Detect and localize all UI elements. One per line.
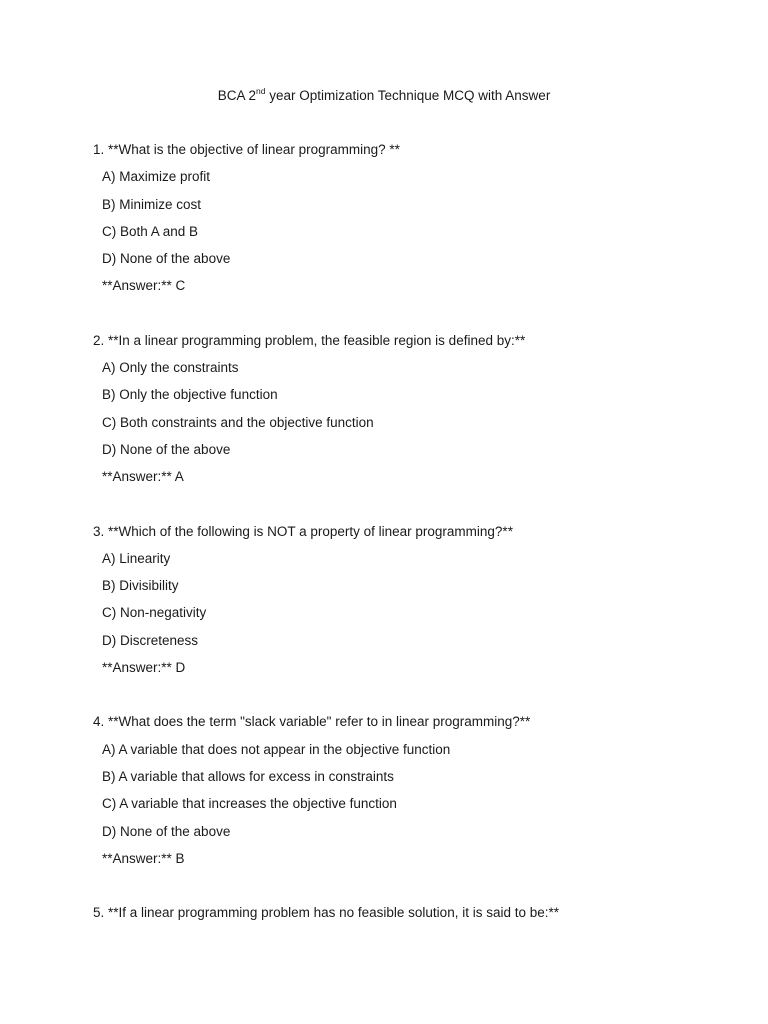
option-c: C) A variable that increases the objective function [102, 796, 397, 812]
question-text: 5. **If a linear programming problem has no feasible solution, it is said to be:** [93, 905, 560, 921]
answer-line: **Answer:** C [102, 278, 186, 294]
document-title [0, 86, 768, 106]
option-b: B) A variable that allows for excess in constraints [102, 768, 394, 784]
option-b: B) Minimize cost [102, 196, 202, 212]
option-a: A) Maximize profit [102, 169, 211, 185]
question-4 [93, 712, 733, 876]
option-d: D) None of the above [102, 251, 231, 267]
option-a: A) A variable that does not appear in the objective function [102, 741, 451, 757]
question-1 [93, 140, 733, 304]
answer-line: **Answer:** D [102, 660, 186, 676]
option-b: B) Only the objective function [102, 387, 278, 403]
title-prefix: BCA 2 [217, 88, 256, 103]
option-a: A) Linearity [102, 550, 171, 566]
option-d: D) None of the above [102, 441, 231, 457]
option-d: D) Discreteness [102, 632, 199, 648]
title-superscript: nd [255, 86, 266, 96]
question-2 [93, 331, 733, 495]
question-list [93, 140, 733, 957]
option-a: A) Only the constraints [102, 360, 239, 376]
question-text: 2. **In a linear programming problem, the feasible region is defined by:** [93, 332, 526, 348]
question-text: 3. **Which of the following is NOT a property of linear programming?** [93, 523, 513, 539]
question-text: 1. **What is the objective of linear programming? ** [93, 142, 400, 157]
question-5 [93, 903, 733, 930]
option-c: C) Non-negativity [102, 605, 207, 621]
title-suffix: year Optimization Technique MCQ with Answer [265, 88, 551, 103]
option-d: D) None of the above [102, 823, 231, 839]
answer-line: **Answer:** A [102, 469, 184, 485]
option-c: C) Both constraints and the objective function [102, 414, 374, 430]
option-b: B) Divisibility [102, 578, 179, 594]
answer-line: **Answer:** B [102, 850, 185, 866]
question-text: 4. **What does the term "slack variable" refer to in linear programming?** [93, 714, 531, 730]
option-c: C) Both A and B [102, 223, 199, 239]
question-3 [93, 522, 733, 686]
